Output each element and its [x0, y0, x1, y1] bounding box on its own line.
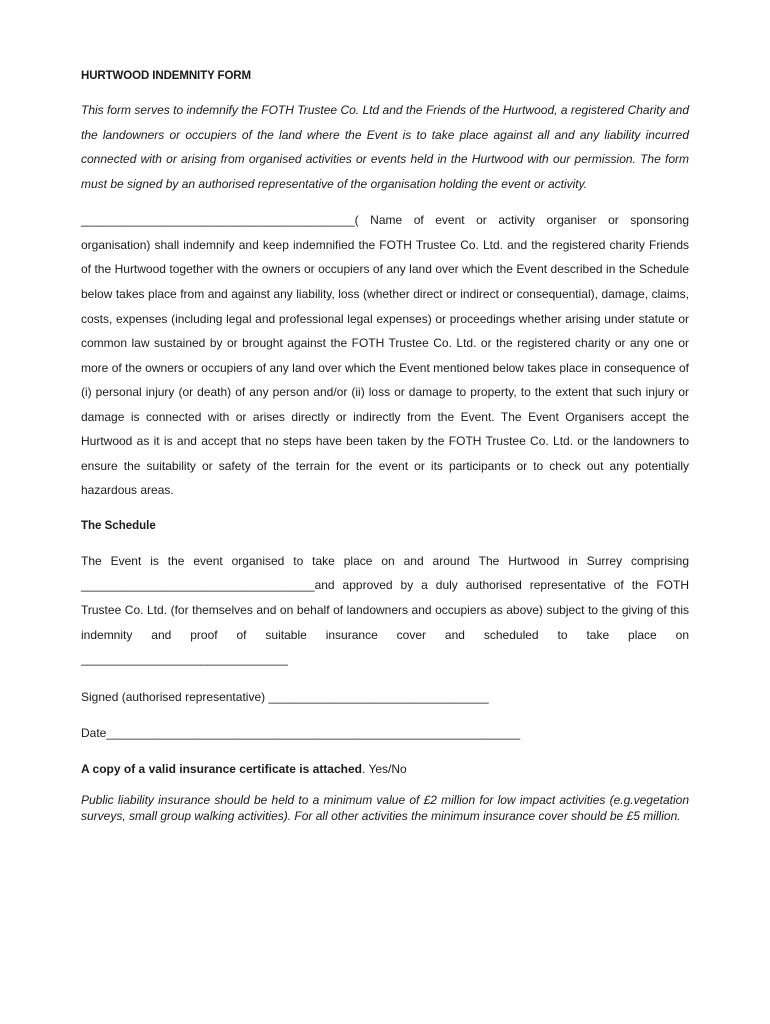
signed-line: Signed (authorised representative) _________________________________ — [81, 689, 489, 704]
form-title: HURTWOOD INDEMNITY FORM — [81, 70, 251, 82]
document-page — [81, 66, 689, 825]
date-line: Date______________________________________________________________ — [81, 725, 521, 740]
indemnity-paragraph: _________________________________________( Name of event or activity organiser or sponsoring organisation) shall indemnify and keep indemnified the FOTH Trustee Co. Ltd. and the registered charity Friends of the Hurtwood together with the owners or occupiers of any land over which the Event described in the Schedule below takes place from and against any liability, loss (whether direct or indirect or consequential), damage, claims, costs, expenses (including legal and professional legal expenses) or proceedings whether arising under statute or common law sustained by or brought against the FOTH Trustee Co. Ltd. or the registered charity or any one or more of the owners or occupiers of any land over which the Event mentioned below takes place in consequence of (i) personal injury (or death) of any person and/or (ii) loss or damage to property, to the extent that such injury or damage is connected with or arises directly or indirectly from the Event. The Event Organisers accept the Hurtwood as it is and accept that no steps have been taken by the FOTH Trustee Co. Ltd. or the landowners to ensure the suitability or safety of the terrain for the event or its participants or to check out any potentially hazardous areas. — [81, 213, 689, 498]
insurance-statement — [81, 758, 689, 780]
schedule-paragraph: The Event is the event organised to take place on and around The Hurtwood in Surrey comprising ___________________________________and approved by a duly authorised representative of the FOTH Trustee Co. Ltd. (for themselves and on behalf of landowners and occupiers as above) subject to the giving of this indemnity and proof of suitable insurance cover and scheduled to take place on _______________________________ — [81, 553, 689, 667]
insurance-yes-no: . Yes/No — [362, 761, 407, 776]
schedule-heading: The Schedule — [81, 519, 156, 532]
intro-paragraph: This form serves to indemnify the FOTH Trustee Co. Ltd and the Friends of the Hurtwood, a registered Charity and the landowners or occupiers of the land where the Event is to take place against all and any liability incurred connected with or arising from organised activities or events held in the Hurtwood with our permission. The form must be signed by an authorised representative of the organisation holding the event or activity. — [81, 103, 689, 191]
insurance-statement-bold: A copy of a valid insurance certificate is attached — [81, 761, 362, 776]
insurance-note: Public liability insurance should be held to a minimum value of £2 million for low impact activities (e.g.vegetation surveys, small group walking activities). For all other activities the minimum insurance cover should be £5 million. — [81, 792, 689, 824]
